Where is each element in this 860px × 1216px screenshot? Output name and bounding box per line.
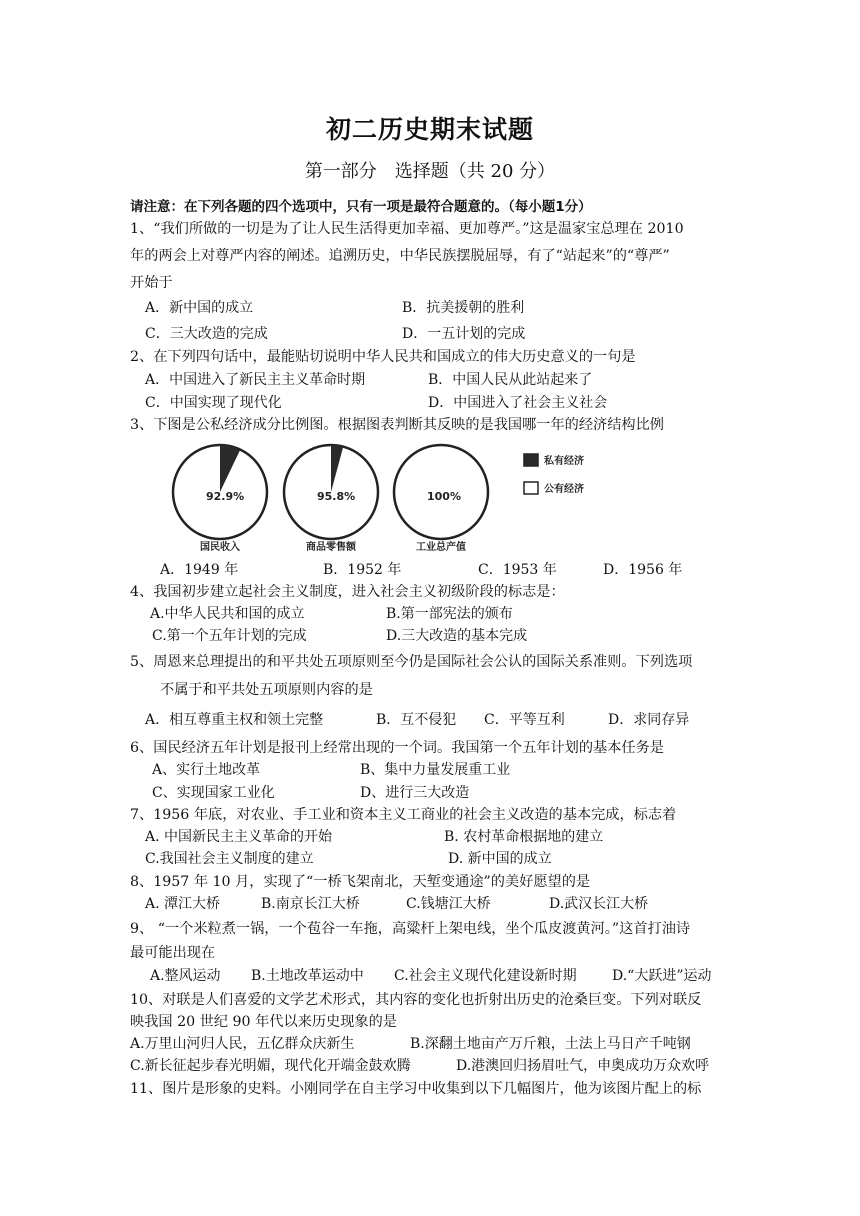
q10-stem-line-2: 映我国 20 世纪 90 年代以来历史现象的是 (130, 1014, 397, 1030)
q5-option-d: D．求同存异 (608, 712, 690, 728)
q6-option-b: B、集中力量发展重工业 (360, 762, 511, 778)
legend-swatch (524, 482, 538, 494)
q1-option-d: D．一五计划的完成 (402, 326, 526, 342)
q2-option-a: A．中国进入了新民主主义革命时期 (145, 372, 366, 388)
legend-swatch (524, 454, 538, 466)
pie-category-label: 工业总产值 (416, 542, 466, 552)
q9-stem-line-2: 最可能出现在 (130, 945, 216, 961)
q6-stem: 6、国民经济五年计划是报刊上经常出现的一个词。我国第一个五年计划的基本任务是 (130, 740, 664, 756)
q4-option-d: D.三大改造的基本完成 (386, 628, 528, 644)
q3-option-c: C．1953 年 (478, 562, 557, 578)
pie-3 (394, 445, 488, 552)
q5-option-b: B．互不侵犯 (376, 712, 457, 728)
q7-option-a: A. 中国新民主主义革命的开始 (145, 829, 333, 845)
q6-option-a: A、实行土地改革 (152, 762, 261, 778)
pie-chart-svg (170, 440, 730, 552)
q9-option-b: B.土地改革运动中 (251, 968, 364, 984)
q7-option-c: C.我国社会主义制度的建立 (145, 851, 314, 867)
q1-option-c: C．三大改造的完成 (145, 326, 268, 342)
q7-stem: 7、1956 年底，对农业、手工业和资本主义工商业的社会主义改造的基本完成，标志着 (130, 807, 677, 823)
q9-stem-line-1: 9、 “一个米粒煮一锅，一个苞谷一车拖，高粱杆上架电线，坐个瓜皮渡黄河。”这首打油诗 (130, 921, 691, 937)
page-title: 初二历史期末试题 (325, 115, 534, 144)
pie-percent-label: 95.8% (317, 490, 356, 503)
q2-option-c: C．中国实现了现代化 (145, 395, 282, 411)
economy-pie-charts (170, 440, 730, 552)
q8-option-d: D.武汉长江大桥 (549, 896, 649, 912)
q6-option-d: D、进行三大改造 (360, 785, 470, 801)
q1-stem-line-3: 开始于 (130, 275, 173, 291)
q10-option-c: C.新长征起步春光明媚，现代化开端金鼓欢腾 (130, 1058, 411, 1074)
pie-2 (284, 445, 378, 552)
q3-option-b: B．1952 年 (323, 562, 402, 578)
pie-category-label: 商品零售额 (306, 542, 356, 552)
q7-option-b: B. 农村革命根据地的建立 (444, 829, 604, 845)
q1-option-b: B．抗美援朝的胜利 (402, 300, 525, 316)
q10-option-d: D.港澳回归扬眉吐气，申奥成功万众欢呼 (456, 1058, 710, 1074)
q10-stem-line-1: 10、对联是人们喜爱的文学艺术形式，其内容的变化也折射出历史的沧桑巨变。下列对联反 (130, 992, 702, 1008)
q9-option-d: D.“大跃进”运动 (612, 968, 712, 984)
section-title: 第一部分 选择题（共 20 分） (304, 161, 556, 182)
pie-percent-label: 100% (427, 490, 461, 503)
q8-option-a: A. 潭江大桥 (145, 896, 221, 912)
q5-option-a: A．相互尊重主权和领土完整 (145, 712, 324, 728)
q4-option-c: C.第一个五年计划的完成 (152, 628, 307, 644)
q2-option-b: B．中国人民从此站起来了 (428, 372, 593, 388)
legend-label: 公有经济 (544, 484, 584, 495)
q9-option-c: C.社会主义现代化建设新时期 (394, 968, 577, 984)
q3-option-a: A．1949 年 (160, 562, 239, 578)
q5-option-c: C．平等互利 (484, 712, 565, 728)
q10-option-b: B.深翻土地亩产万斤粮，土法上马日产千吨钢 (410, 1036, 691, 1052)
q5-stem-line-1: 5、周恩来总理提出的和平共处五项原则至今仍是国际社会公认的国际关系准则。下列选项 (130, 654, 693, 670)
chart-legend (524, 454, 584, 495)
q11-stem-line-1: 11、图片是形象的史料。小刚同学在自主学习中收集到以下几幅图片，他为该图片配上的标 (130, 1081, 702, 1097)
q6-option-c: C、实现国家工业化 (152, 785, 275, 801)
q4-option-b: B.第一部宪法的颁布 (386, 606, 513, 622)
q3-stem: 3、下图是公私经济成分比例图。根据图表判断其反映的是我国哪一年的经济结构比例 (130, 417, 664, 433)
q8-option-b: B.南京长江大桥 (261, 896, 360, 912)
q2-option-d: D．中国进入了社会主义社会 (428, 395, 608, 411)
legend-label: 私有经济 (544, 456, 584, 467)
q4-option-a: A.中华人民共和国的成立 (150, 606, 305, 622)
instructions-note: 请注意：在下列各题的四个选项中，只有一项是最符合题意的。（每小题1分） (130, 199, 592, 215)
q1-stem-line-1: 1、“我们所做的一切是为了让人民生活得更加幸福、更加尊严。”这是温家宝总理在 2010 (130, 221, 684, 237)
q1-stem-line-2: 年的两会上对尊严内容的阐述。追溯历史，中华民族摆脱屈辱，有了“站起来”的“尊严” (130, 248, 670, 264)
pie-percent-label: 92.9% (206, 490, 245, 503)
q10-option-a: A.万里山河归人民，五亿群众庆新生 (130, 1036, 355, 1052)
q9-option-a: A.整风运动 (150, 968, 221, 984)
q8-option-c: C.钱塘江大桥 (406, 896, 491, 912)
q4-stem: 4、我国初步建立起社会主义制度，进入社会主义初级阶段的标志是： (130, 584, 565, 600)
pie-1 (173, 445, 267, 552)
q7-option-d: D. 新中国的成立 (448, 851, 552, 867)
q5-stem-line-2: 不属于和平共处五项原则内容的是 (160, 682, 373, 698)
pie-category-label: 国民收入 (200, 542, 240, 552)
q2-stem: 2、在下列四句话中，最能贴切说明中华人民共和国成立的伟大历史意义的一句是 (130, 349, 636, 365)
q1-option-a: A．新中国的成立 (145, 300, 254, 316)
q3-option-d: D．1956 年 (603, 562, 683, 578)
q8-stem: 8、1957 年 10 月，实现了“一桥飞架南北，天堑变通途”的美好愿望的是 (130, 874, 591, 890)
